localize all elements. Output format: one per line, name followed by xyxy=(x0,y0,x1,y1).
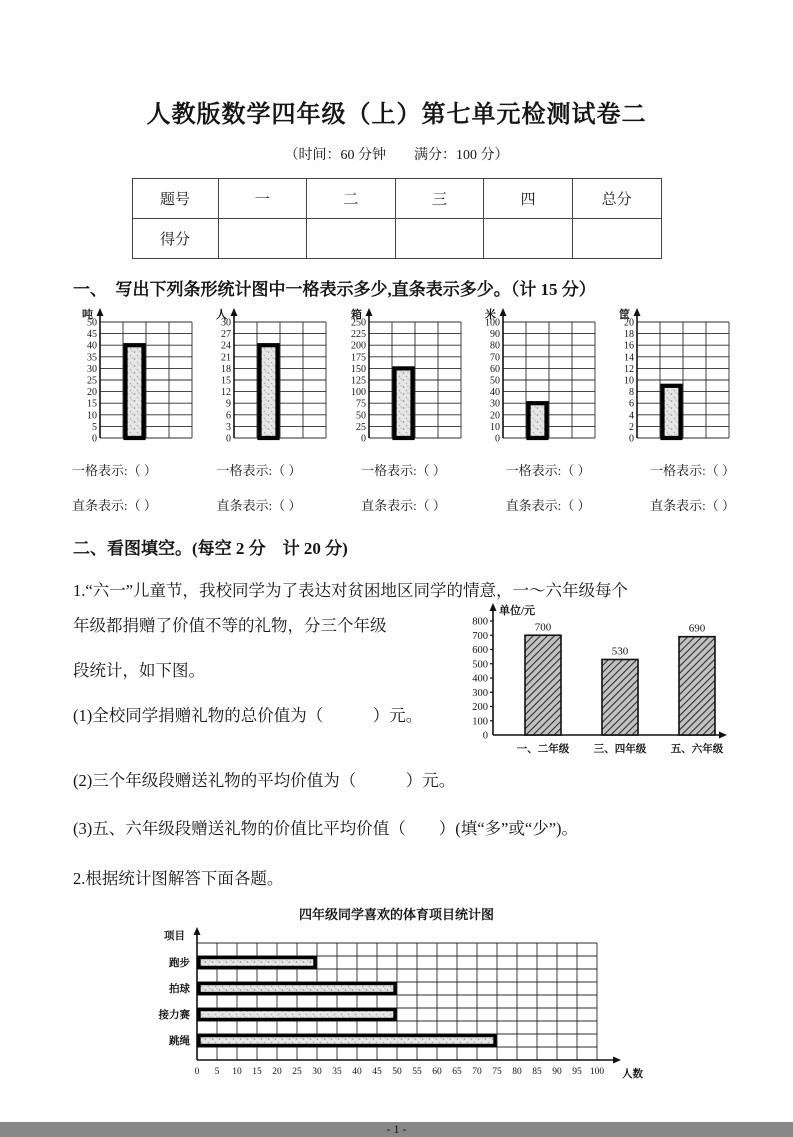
svg-text:75: 75 xyxy=(355,398,366,410)
score-table-cell: 二 xyxy=(307,179,396,219)
svg-text:95: 95 xyxy=(571,1067,582,1077)
answer-row-bar xyxy=(72,495,735,514)
svg-text:700: 700 xyxy=(472,630,488,642)
svg-text:0: 0 xyxy=(226,433,232,445)
svg-text:80: 80 xyxy=(511,1067,522,1077)
svg-text:690: 690 xyxy=(688,622,706,635)
svg-text:600: 600 xyxy=(472,645,488,656)
svg-text:吨: 吨 xyxy=(82,309,93,321)
svg-text:70: 70 xyxy=(471,1067,482,1077)
score-table-cell: 得分 xyxy=(132,219,218,259)
score-table-empty-cell xyxy=(484,219,573,259)
svg-text:20: 20 xyxy=(624,317,634,329)
score-table-empty-cell xyxy=(307,219,396,259)
svg-text:18: 18 xyxy=(624,329,634,341)
svg-text:40: 40 xyxy=(351,1067,362,1077)
svg-text:9: 9 xyxy=(226,398,232,410)
svg-text:跳绳: 跳绳 xyxy=(168,1036,190,1047)
svg-text:14: 14 xyxy=(624,352,634,364)
svg-text:60: 60 xyxy=(489,363,500,375)
svg-text:100: 100 xyxy=(589,1067,604,1077)
question1-item2: (2)三个年级段赠送礼物的平均价值为（ ）元。 xyxy=(73,771,456,790)
svg-text:16: 16 xyxy=(624,340,634,352)
score-table-cell: 题号 xyxy=(132,179,218,219)
bar-answer-blank: 直条表示:（ ） xyxy=(216,498,302,513)
svg-text:人: 人 xyxy=(216,309,228,321)
svg-text:100: 100 xyxy=(350,387,366,399)
svg-text:175: 175 xyxy=(350,352,366,364)
svg-text:0: 0 xyxy=(194,1067,199,1077)
svg-text:15: 15 xyxy=(221,375,232,387)
svg-text:15: 15 xyxy=(251,1067,262,1077)
score-table-empty-cell xyxy=(572,219,661,259)
svg-text:45: 45 xyxy=(371,1067,382,1077)
svg-text:35: 35 xyxy=(87,352,97,364)
question1-text-column xyxy=(73,603,445,758)
svg-text:接力赛: 接力赛 xyxy=(158,1010,190,1021)
svg-text:20: 20 xyxy=(489,410,500,422)
sports-horizontal-bar-chart xyxy=(127,925,667,1103)
svg-text:0: 0 xyxy=(92,433,97,445)
svg-text:60: 60 xyxy=(431,1067,442,1077)
svg-text:35: 35 xyxy=(331,1067,342,1077)
svg-text:530: 530 xyxy=(611,645,629,658)
svg-text:27: 27 xyxy=(221,329,232,341)
score-table-header-row xyxy=(132,179,661,219)
sports-chart-title: 四年级同学喜欢的体育项目统计图 xyxy=(298,907,494,922)
svg-text:箱: 箱 xyxy=(350,309,362,321)
question1-line3: 段统计，如下图。 xyxy=(73,661,205,680)
svg-text:700: 700 xyxy=(534,621,552,634)
svg-text:55: 55 xyxy=(411,1067,422,1077)
question1-line1: 1.“六一”儿童节，我校同学为了表达对贫困地区同学的情意，一～六年级每个 xyxy=(73,581,629,600)
svg-text:40: 40 xyxy=(87,340,97,352)
svg-text:人数: 人数 xyxy=(621,1069,643,1080)
svg-text:2: 2 xyxy=(629,421,634,433)
svg-text:跑步: 跑步 xyxy=(168,958,190,969)
svg-text:20: 20 xyxy=(271,1067,282,1077)
svg-text:225: 225 xyxy=(350,329,366,341)
svg-text:100: 100 xyxy=(472,716,488,728)
svg-text:0: 0 xyxy=(629,433,634,445)
svg-text:0: 0 xyxy=(494,433,500,445)
svg-text:5: 5 xyxy=(214,1067,219,1077)
svg-text:0: 0 xyxy=(482,730,488,742)
svg-text:80: 80 xyxy=(489,340,500,352)
svg-text:6: 6 xyxy=(226,410,232,422)
grid-answer-blank: 一格表示:（ ） xyxy=(216,463,302,478)
score-table-cell: 三 xyxy=(395,179,484,219)
svg-text:5: 5 xyxy=(92,421,97,433)
svg-text:3: 3 xyxy=(226,421,232,433)
mini-bar-chart-baskets xyxy=(607,308,735,450)
svg-text:10: 10 xyxy=(87,410,97,422)
svg-text:三、四年级: 三、四年级 xyxy=(593,744,647,755)
svg-text:85: 85 xyxy=(531,1067,542,1077)
score-table xyxy=(132,178,662,259)
svg-text:15: 15 xyxy=(87,398,97,410)
sports-chart-block xyxy=(127,904,667,1108)
svg-text:250: 250 xyxy=(350,317,366,329)
svg-text:筐: 筐 xyxy=(619,309,630,321)
score-table-cell: 总分 xyxy=(572,179,661,219)
svg-text:90: 90 xyxy=(489,329,500,341)
svg-text:10: 10 xyxy=(624,375,634,387)
score-table-cell: 一 xyxy=(218,179,307,219)
question1-body xyxy=(73,603,735,758)
svg-text:125: 125 xyxy=(350,375,366,387)
svg-text:18: 18 xyxy=(221,363,232,375)
svg-text:800: 800 xyxy=(472,616,488,628)
mini-bar-chart-people xyxy=(204,308,332,450)
svg-text:30: 30 xyxy=(489,398,500,410)
svg-text:米: 米 xyxy=(484,309,496,321)
svg-text:12: 12 xyxy=(624,363,634,375)
mini-charts-row xyxy=(70,308,735,450)
svg-text:90: 90 xyxy=(551,1067,562,1077)
svg-text:12: 12 xyxy=(221,387,232,399)
svg-text:100: 100 xyxy=(484,317,500,329)
svg-text:150: 150 xyxy=(350,363,366,375)
mini-bar-chart-boxes xyxy=(339,308,467,450)
score-table-empty-cell xyxy=(395,219,484,259)
svg-text:500: 500 xyxy=(472,659,488,671)
mini-bar-chart-tons xyxy=(70,308,198,450)
grid-answer-blank: 一格表示:（ ） xyxy=(361,463,446,478)
svg-text:50: 50 xyxy=(489,375,500,387)
svg-text:0: 0 xyxy=(360,433,366,445)
svg-text:25: 25 xyxy=(291,1067,302,1077)
svg-text:50: 50 xyxy=(391,1067,402,1077)
svg-text:单位/元: 单位/元 xyxy=(499,605,536,617)
svg-text:200: 200 xyxy=(472,702,488,713)
question1-item3: (3)五、六年级段赠送礼物的价值比平均价值（ ）(填“多”或“少”)。 xyxy=(73,819,579,838)
svg-text:65: 65 xyxy=(451,1067,462,1077)
svg-text:20: 20 xyxy=(87,387,97,399)
bar-answer-blank: 直条表示:（ ） xyxy=(505,498,591,513)
bar-answer-blank: 直条表示:（ ） xyxy=(361,498,446,513)
svg-text:10: 10 xyxy=(489,421,500,433)
question2-intro: 2.根据统计图解答下面各题。 xyxy=(73,869,284,888)
svg-text:拍球: 拍球 xyxy=(168,984,190,995)
bar-answer-blank: 直条表示:（ ） xyxy=(72,498,157,513)
score-table-score-row xyxy=(132,219,661,259)
grid-answer-blank: 一格表示:（ ） xyxy=(72,463,157,478)
page-title: 人教版数学四年级（上）第七单元检测试卷二 xyxy=(146,102,647,128)
svg-text:25: 25 xyxy=(87,375,97,387)
svg-text:75: 75 xyxy=(491,1067,502,1077)
svg-text:40: 40 xyxy=(489,387,500,399)
svg-text:300: 300 xyxy=(472,687,488,699)
svg-text:24: 24 xyxy=(221,340,232,352)
svg-text:70: 70 xyxy=(489,352,500,364)
svg-text:45: 45 xyxy=(87,329,97,341)
svg-text:6: 6 xyxy=(629,398,634,410)
svg-text:25: 25 xyxy=(355,421,366,433)
answer-row-grid xyxy=(72,460,735,479)
page-number: - 1 - xyxy=(386,1122,407,1136)
svg-text:4: 4 xyxy=(629,410,634,422)
score-table-cell: 四 xyxy=(484,179,573,219)
svg-text:200: 200 xyxy=(350,340,366,352)
svg-text:10: 10 xyxy=(231,1067,242,1077)
question1-line2: 年级都捐赠了价值不等的礼物，分三个年级 xyxy=(73,616,387,635)
svg-text:项目: 项目 xyxy=(163,931,185,942)
bar-answer-blank: 直条表示:（ ） xyxy=(650,498,735,513)
question1-item1: (1)全校同学捐赠礼物的总价值为（ ）元。 xyxy=(73,706,423,725)
svg-text:一、二年级: 一、二年级 xyxy=(516,744,570,755)
grid-answer-blank: 一格表示:（ ） xyxy=(505,463,591,478)
svg-text:30: 30 xyxy=(221,317,232,329)
grid-answer-blank: 一格表示:（ ） xyxy=(650,463,735,478)
exam-time-score-note: （时间：60 分钟 满分：100 分） xyxy=(284,148,509,163)
svg-text:50: 50 xyxy=(355,410,366,422)
svg-text:五、六年级: 五、六年级 xyxy=(670,744,724,755)
svg-text:30: 30 xyxy=(311,1067,322,1077)
svg-text:400: 400 xyxy=(472,673,488,685)
donation-bar-chart xyxy=(445,603,735,758)
score-table-empty-cell xyxy=(218,219,307,259)
svg-text:21: 21 xyxy=(221,352,232,364)
svg-text:30: 30 xyxy=(87,363,97,375)
section-two-heading: 二、看图填空。(每空 2 分 计 20 分) xyxy=(73,539,348,558)
svg-text:50: 50 xyxy=(87,317,97,329)
mini-bar-chart-meters xyxy=(473,308,601,450)
svg-text:8: 8 xyxy=(629,387,634,399)
section-one-heading: 一、 写出下列条形统计图中一格表示多少,直条表示多少。（计 15 分） xyxy=(73,280,596,299)
